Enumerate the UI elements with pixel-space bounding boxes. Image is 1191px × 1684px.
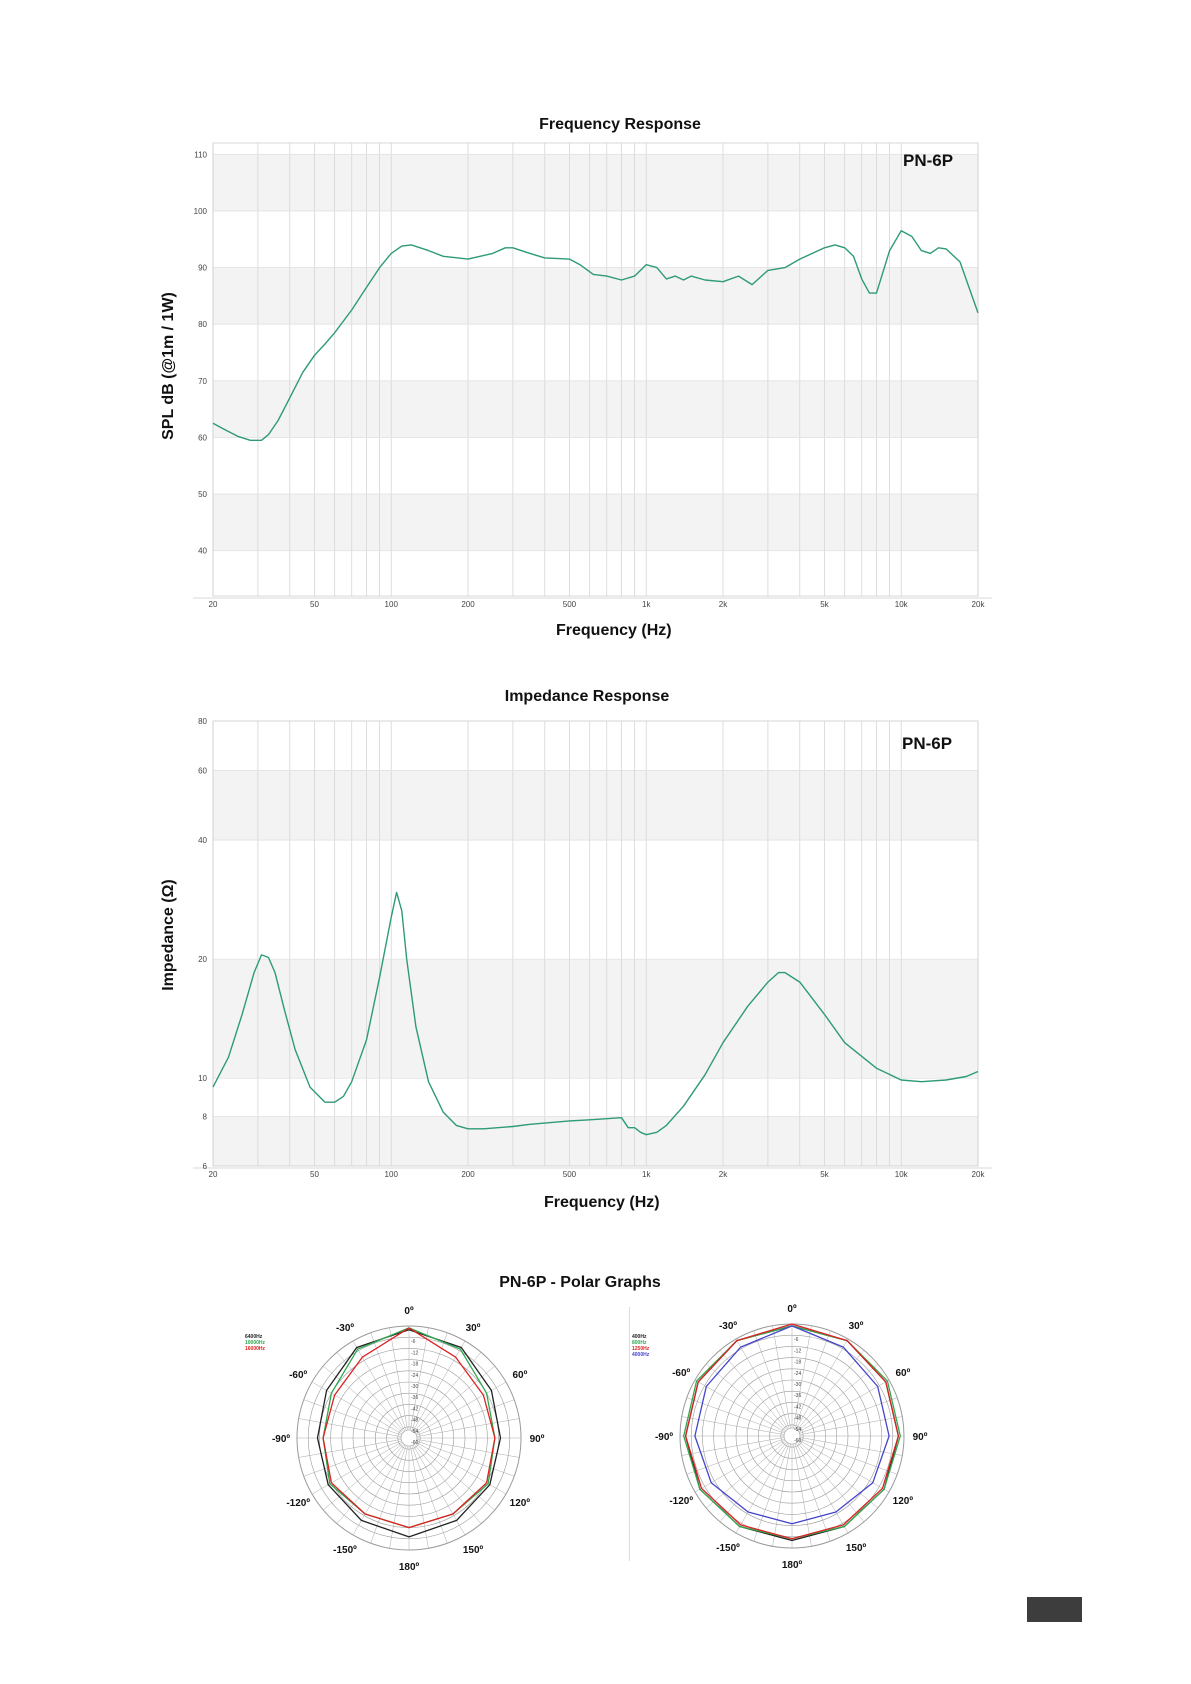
polar-angle-label: 120º (892, 1496, 914, 1507)
polar-ring-label: -60 (411, 1440, 419, 1446)
polar-angle-label: 30º (848, 1321, 864, 1333)
polar-ring-label: -18 (411, 1361, 419, 1368)
x-tick-label: 1k (642, 600, 651, 609)
polar-ring-label: -18 (794, 1359, 802, 1366)
x-tick-label: 20k (971, 1170, 985, 1179)
y-tick-label: 50 (198, 490, 207, 500)
polar-graphs-title: PN-6P - Polar Graphs (499, 1274, 661, 1291)
y-tick-label: 20 (198, 955, 207, 965)
polar-ring-label: -48 (411, 1417, 419, 1424)
polar-spoke (798, 1364, 878, 1431)
polar-legend-entry: 10000Hz (245, 1340, 266, 1346)
polar-spoke (796, 1339, 848, 1429)
polar-spoke (773, 1444, 791, 1546)
y-tick-label: 40 (198, 546, 207, 556)
impedance-chart-xlabel: Frequency (Hz) (544, 1194, 660, 1211)
polar-ring-label: -12 (794, 1348, 802, 1355)
polar-angle-label: -150º (333, 1544, 357, 1556)
polar-ring-label: -36 (794, 1393, 802, 1400)
polar-ring-label: -42 (794, 1404, 802, 1411)
x-tick-label: 20k (971, 600, 985, 609)
polar-angle-label: -120º (286, 1498, 310, 1509)
polar-ring-label: -30 (411, 1384, 419, 1390)
polar-legend-entry: 1250Hz (632, 1346, 650, 1352)
x-tick-label: 200 (461, 600, 475, 609)
polar-spoke (754, 1331, 790, 1429)
polar-ring-label: -36 (411, 1395, 419, 1402)
y-tick-label: 8 (202, 1112, 207, 1122)
polar-angle-label: -60º (289, 1370, 308, 1381)
polar-angle-label: 0º (787, 1304, 797, 1315)
polar-ring-label: -24 (794, 1370, 802, 1377)
y-tick-label: 70 (198, 376, 207, 386)
polar-spoke (695, 1440, 785, 1492)
polar-spoke (800, 1437, 902, 1455)
polar-angle-label: 60º (512, 1370, 528, 1381)
polar-angle-label: -90º (654, 1432, 674, 1443)
polar-ring-label: -60 (794, 1438, 802, 1444)
page-number-tab (1027, 1597, 1082, 1622)
x-tick-label: 1k (642, 1170, 651, 1179)
polar-ring-label: -54 (794, 1426, 802, 1433)
polar-spoke (773, 1326, 791, 1428)
polar-spoke (800, 1398, 898, 1434)
polar-angle-label: 90º (529, 1434, 545, 1445)
impedance-chart-model-tag: PN-6P (902, 734, 953, 753)
y-tick-label: 110 (194, 150, 207, 160)
polar-spoke (798, 1441, 878, 1508)
polar-angle-label: -30º (335, 1323, 355, 1335)
polar-legend-entry: 800Hz (632, 1340, 647, 1346)
x-tick-label: 5k (820, 600, 829, 609)
polar-angle-label: 0º (404, 1306, 414, 1317)
y-tick-label: 90 (198, 263, 207, 273)
y-tick-label: 80 (198, 320, 207, 330)
x-tick-label: 50 (310, 600, 319, 609)
polar-angle-label: -60º (672, 1368, 691, 1379)
polar-angle-label: -150º (716, 1542, 740, 1554)
polar-spoke (797, 1442, 864, 1522)
polar-angle-label: 180º (398, 1562, 420, 1573)
polar-spoke (682, 1437, 784, 1455)
frequency-chart-model-tag: PN-6P (903, 151, 954, 170)
polar-divider-line (629, 1307, 630, 1561)
x-tick-label: 2k (718, 600, 728, 609)
polar-legend-entry: 6400Hz (245, 1334, 263, 1340)
polar-ring-label: -6 (794, 1337, 799, 1344)
polar-spoke (795, 1444, 831, 1542)
polar-ring-label: -30 (794, 1382, 802, 1388)
x-tick-label: 50 (310, 1170, 319, 1179)
polar-ring-label: -48 (794, 1415, 802, 1422)
polar-spoke (754, 1444, 790, 1542)
polar-ring-label: -24 (411, 1372, 419, 1379)
y-tick-label: 40 (198, 836, 207, 846)
polar-angle-label: 120º (509, 1498, 531, 1509)
x-tick-label: 500 (562, 1170, 577, 1179)
x-tick-label: 500 (562, 600, 577, 609)
polar-ring-label: -42 (411, 1406, 419, 1413)
polar-legend-entry: 16000Hz (245, 1346, 266, 1352)
polar-angle-label: -90º (271, 1434, 291, 1445)
frequency-chart-title: Frequency Response (539, 116, 701, 133)
x-tick-label: 100 (384, 600, 398, 609)
polar-spoke (736, 1443, 788, 1533)
polar-angle-label: 180º (781, 1560, 803, 1571)
x-tick-label: 10k (894, 600, 908, 609)
x-tick-label: 10k (894, 1170, 908, 1179)
x-tick-label: 2k (718, 1170, 728, 1179)
polar-angle-label: 30º (465, 1323, 481, 1335)
polar-ring-label: -54 (411, 1428, 419, 1435)
polar-spoke (720, 1442, 787, 1522)
polar-ring-label: -12 (411, 1350, 419, 1357)
polar-angle-label: -30º (718, 1321, 738, 1333)
x-tick-label: 20 (208, 1170, 218, 1179)
y-tick-label: 60 (198, 766, 207, 776)
frequency-chart-xlabel: Frequency (Hz) (556, 622, 672, 639)
polar-spoke (687, 1398, 785, 1434)
polar-spoke (736, 1339, 788, 1429)
x-tick-label: 20 (208, 600, 218, 609)
polar-spoke (793, 1444, 811, 1546)
y-tick-label: 100 (193, 206, 207, 216)
polar-angle-label: -120º (669, 1496, 693, 1507)
polar-spoke (797, 1350, 864, 1430)
y-tick-label: 80 (198, 717, 207, 726)
polar-ring-label: -6 (411, 1339, 416, 1346)
polar-spoke (799, 1380, 889, 1432)
polar-spoke (706, 1364, 786, 1431)
polar-spoke (795, 1331, 831, 1429)
x-tick-label: 100 (384, 1170, 398, 1179)
x-tick-label: 5k (820, 1170, 829, 1179)
polar-spoke (799, 1440, 889, 1492)
y-tick-label: 10 (198, 1074, 207, 1084)
impedance-chart-ylabel: Impedance (Ω) (160, 879, 177, 991)
frequency-chart-ylabel: SPL dB (@1m / 1W) (160, 292, 177, 440)
polar-spoke (695, 1380, 785, 1432)
polar-spoke (796, 1443, 848, 1533)
polar-spoke (706, 1441, 786, 1508)
polar-legend-entry: 4000Hz (632, 1352, 650, 1358)
impedance-chart-title: Impedance Response (504, 688, 670, 705)
polar-spoke (720, 1350, 787, 1430)
polar-angle-label: 60º (895, 1368, 911, 1379)
y-tick-label: 60 (198, 433, 207, 443)
polar-legend-entry: 400Hz (632, 1334, 647, 1340)
y-tick-label: 6 (202, 1162, 207, 1171)
polar-angle-label: 90º (912, 1432, 928, 1443)
polar-angle-label: 150º (845, 1542, 867, 1554)
x-tick-label: 200 (461, 1170, 475, 1179)
polar-angle-label: 150º (462, 1544, 484, 1556)
